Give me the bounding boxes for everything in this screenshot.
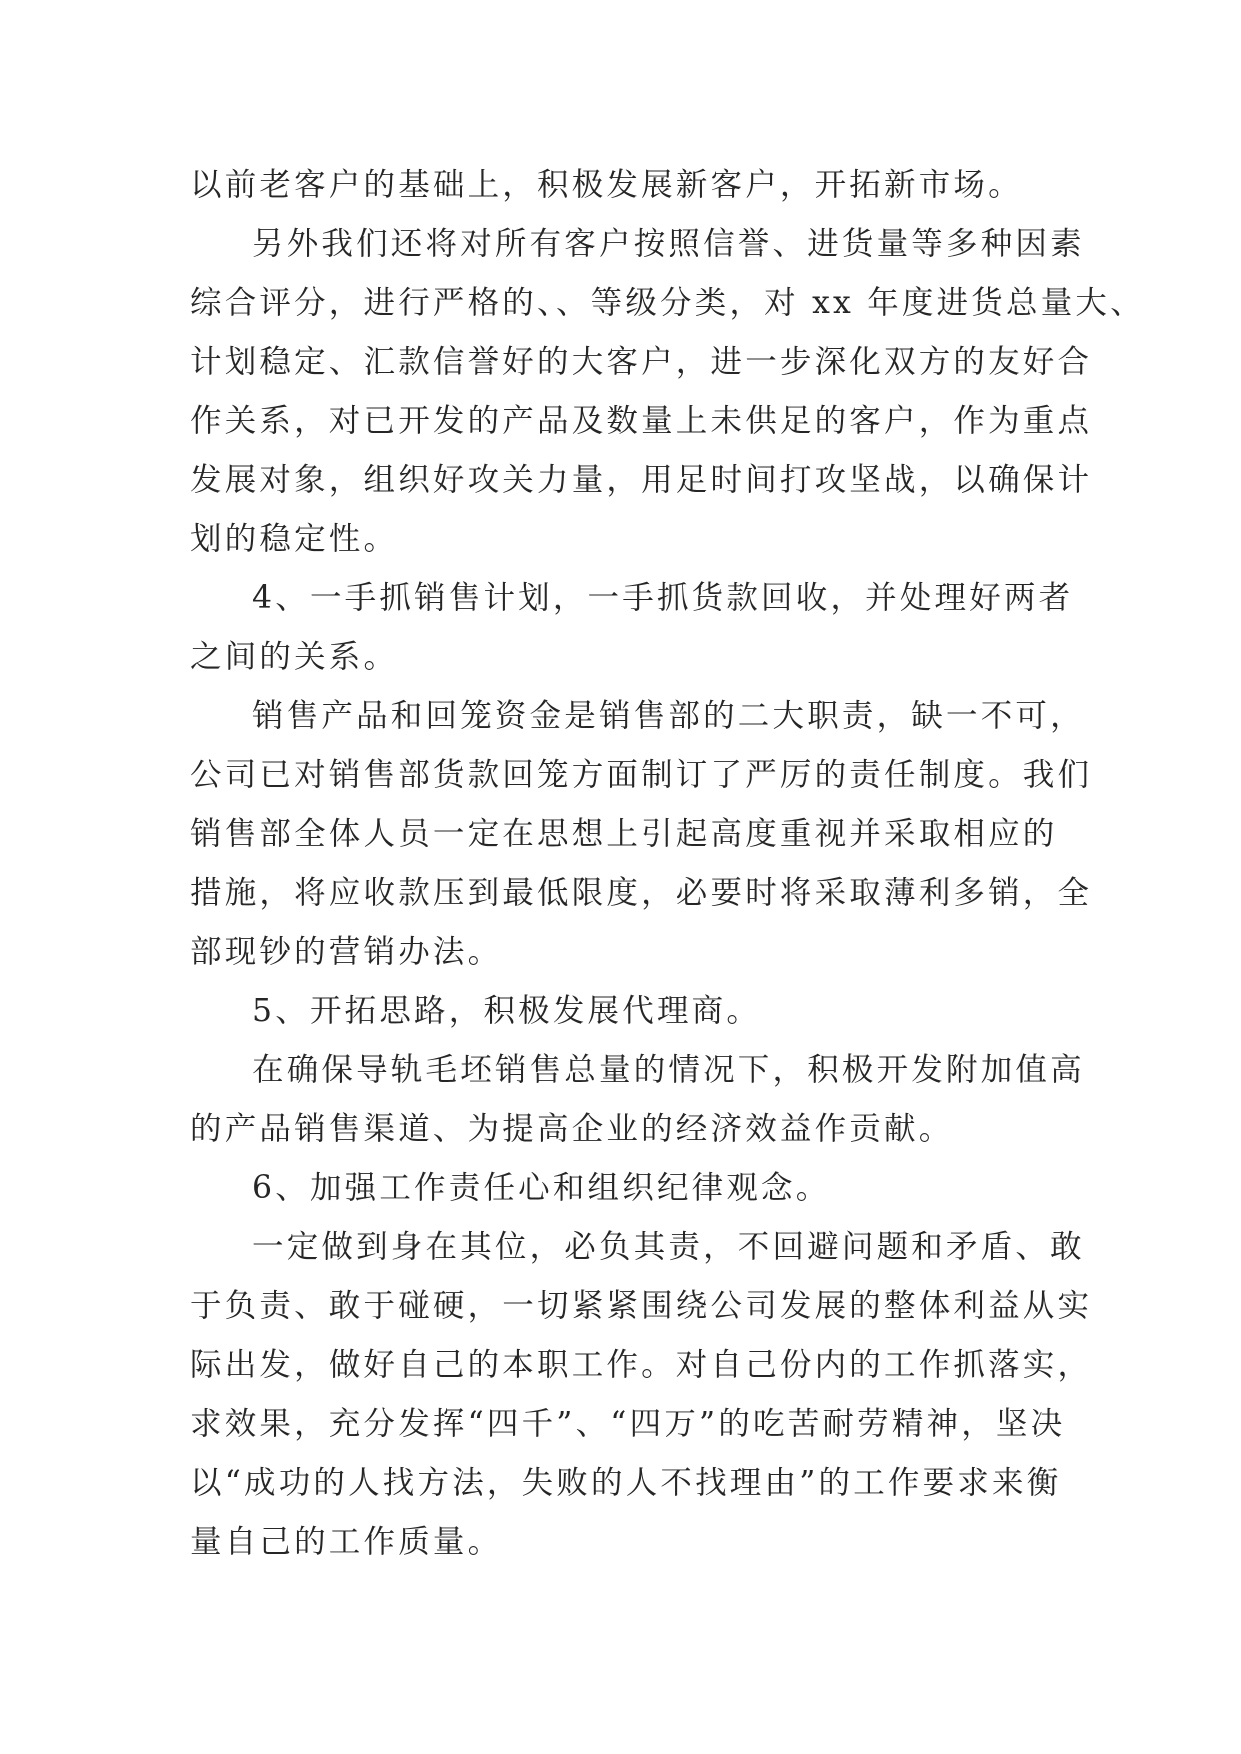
text-line: 求效果，充分发挥“四千”、“四万”的吃苦耐劳精神，坚决 <box>190 1406 1066 1442</box>
text-line: 部现钞的营销办法。 <box>190 934 503 970</box>
text-line: 一定做到身在其位，必负其责，不回避问题和矛盾、敢 <box>252 1229 1085 1265</box>
text-line: 计划稳定、汇款信誉好的大客户，进一步深化双方的友好合 <box>190 344 1093 380</box>
text-line: 发展对象，组织好攻关力量，用足时间打攻坚战，以确保计 <box>190 462 1093 498</box>
text-line: 4、一手抓销售计划，一手抓货款回收，并处理好两者 <box>252 580 1074 616</box>
text-line: 销售部全体人员一定在思想上引起高度重视并采取相应的 <box>190 816 1058 852</box>
text-line: 公司已对销售部货款回笼方面制订了严厉的责任制度。我们 <box>190 757 1093 793</box>
text-line: 作关系，对已开发的产品及数量上未供足的客户，作为重点 <box>190 403 1093 439</box>
text-line: 际出发，做好自己的本职工作。对自己份内的工作抓落实， <box>190 1347 1093 1383</box>
text-line: 另外我们还将对所有客户按照信誉、进货量等多种因素 <box>252 226 1085 262</box>
text-line: 的产品销售渠道、为提高企业的经济效益作贡献。 <box>190 1111 954 1147</box>
text-line: 以“成功的人找方法，失败的人不找理由”的工作要求来衡 <box>190 1465 1062 1501</box>
text-line: 以前老客户的基础上，积极发展新客户，开拓新市场。 <box>190 167 1023 203</box>
text-line: 于负责、敢于碰硬，一切紧紧围绕公司发展的整体利益从实 <box>190 1288 1093 1324</box>
text-line: 5、开拓思路，积极发展代理商。 <box>252 993 762 1029</box>
text-line: 综合评分，进行严格的、、等级分类，对 xx 年度进货总量大、 <box>190 285 1145 321</box>
text-line: 6、加强工作责任心和组织纪律观念。 <box>252 1170 831 1206</box>
text-line: 量自己的工作质量。 <box>190 1524 503 1560</box>
text-line: 销售产品和回笼资金是销售部的二大职责，缺一不可， <box>252 698 1085 734</box>
text-line: 在确保导轨毛坯销售总量的情况下，积极开发附加值高 <box>252 1052 1085 1088</box>
text-line: 划的稳定性。 <box>190 521 399 557</box>
text-line: 之间的关系。 <box>190 639 399 675</box>
text-line: 措施，将应收款压到最低限度，必要时将采取薄利多销，全 <box>190 875 1093 911</box>
